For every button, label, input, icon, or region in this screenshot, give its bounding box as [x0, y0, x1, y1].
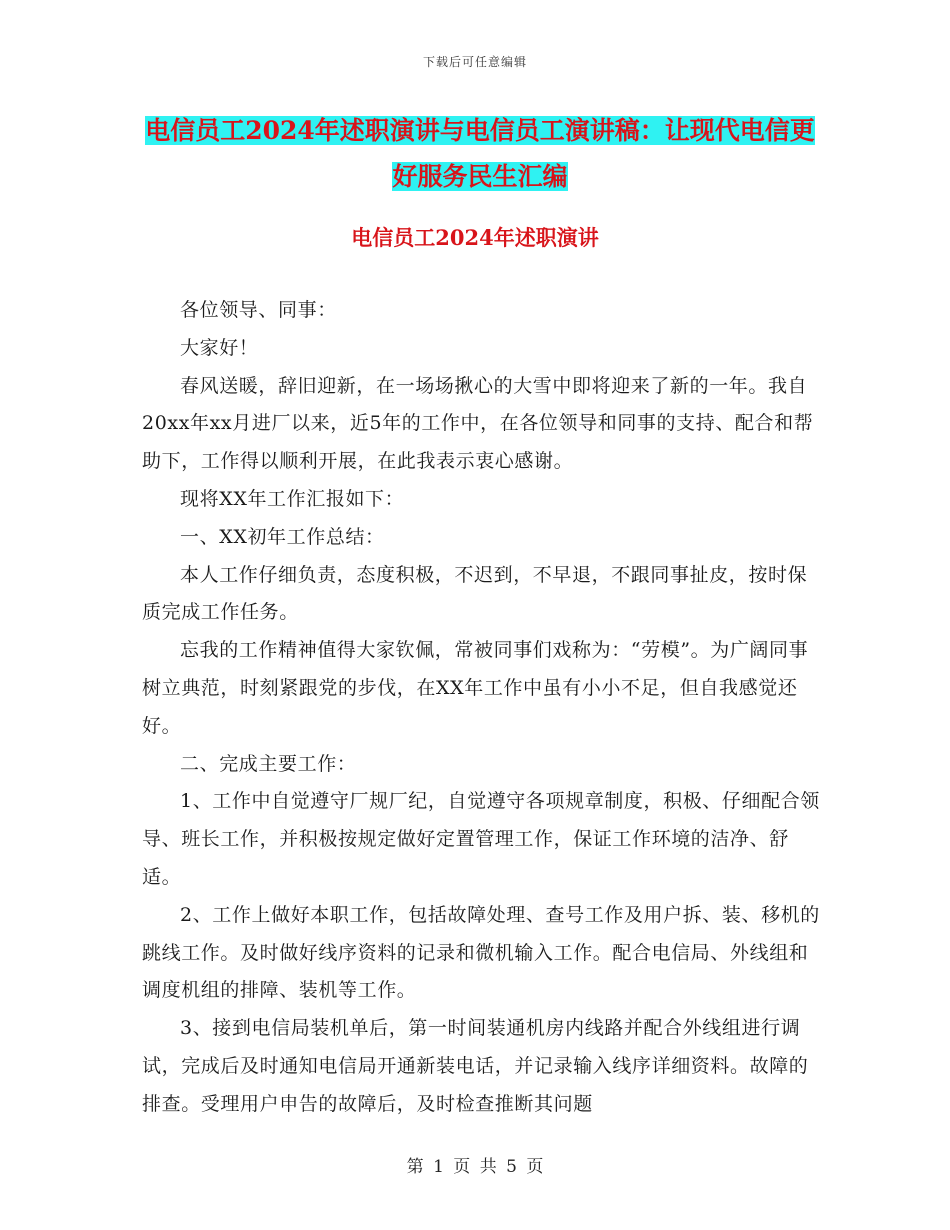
document-title	[140, 108, 820, 200]
paragraph: 现将XX年工作汇报如下：	[180, 487, 405, 510]
document-title-highlight: 电信员工2024年述职演讲与电信员工演讲稿：让现代电信更好服务民生汇编	[145, 116, 815, 191]
paragraph-salutation: 各位领导、同事：	[180, 299, 337, 321]
page-footer: 第 1 页 共 5 页	[406, 1157, 544, 1177]
paragraph: 本人工作仔细负责，态度积极，不迟到，不早退，不跟同事扯皮，按时保质完成工作任务。	[142, 563, 808, 624]
paragraph: 忘我的工作精神值得大家钦佩，常被同事们戏称为：“劳模”。为广阔同事树立典范，时刻紧跟党的步伐，在XX年工作中虽有小小不足，但自我感觉还好。	[142, 639, 809, 737]
paragraph: 2、工作上做好本职工作，包括故障处理、查号工作及用户拆、装、移机的跳线工作。及时做好线序资料的记录和微机输入工作。配合电信局、外线组和调度机组的排障、装机等工作。	[142, 903, 820, 1002]
body-text	[142, 292, 822, 1124]
paragraph-heading: 二、完成主要工作：	[180, 752, 357, 775]
page-header: 下载后可任意编辑	[422, 55, 527, 69]
section-title: 电信员工2024年述职演讲	[351, 225, 599, 250]
paragraph: 3、接到电信局装机单后，第一时间装通机房内线路并配合外线组进行调试，完成后及时通知电信局开通新装电话，并记录输入线序详细资料。故障的排查。受理用户申告的故障后，及时检查推断其问题	[142, 1017, 809, 1115]
paragraph: 1、工作中自觉遵守厂规厂纪，自觉遵守各项规章制度，积极、仔细配合领导、班长工作，并积极按规定做好定置管理工作，保证工作环境的洁净、舒适。	[142, 790, 820, 888]
paragraph-greeting: 大家好！	[180, 336, 259, 359]
paragraph-heading: 一、XX初年工作总结：	[180, 525, 385, 548]
paragraph: 春风送暖，辞旧迎新，在一场场揪心的大雪中即将迎来了新的一年。我自20xx年xx月进厂以来，近5年的工作中，在各位领导和同事的支持、配合和帮助下，工作得以顺利开展，在此我表示衷心感谢。	[142, 374, 814, 473]
